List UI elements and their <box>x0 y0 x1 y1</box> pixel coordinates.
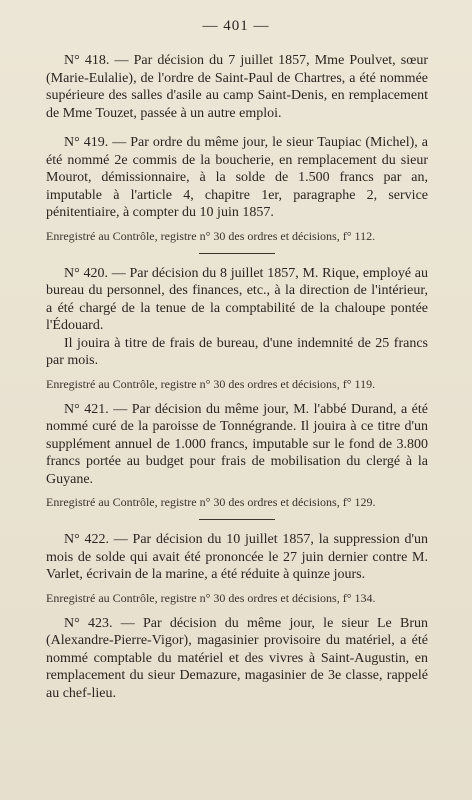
registration-note: Enregistré au Contrôle, registre n° 30 des ordres et décisions, f° 112. <box>46 228 376 243</box>
page-number: — 401 — <box>202 18 270 34</box>
entry-419 <box>46 134 428 244</box>
entry-422 <box>46 531 428 606</box>
entry-number: N° 423. <box>64 615 113 631</box>
entry-418 <box>46 52 428 122</box>
entry-text: — Par ordre du même jour, le sieur Taupiac (Michel), a été nommé 2e commis de la boucherie, en remplacement du sieur Mourot, démissionnaire, à la solde de 1.500 francs par an, imputable à l'article 4, chapitre 1er, paragraphe 2, service pénitentiaire, à compter du 10 juin 1857. <box>46 135 429 220</box>
entry-number: N° 422. <box>64 532 109 547</box>
registration-note: Enregistré au Contrôle, registre n° 30 des ordres et décisions, f° 134. <box>46 590 376 605</box>
entry-text-continued: Il jouira à titre de frais de bureau, d'une indemnité de 25 francs par mois. <box>46 335 428 368</box>
registration-note: Enregistré au Contrôle, registre n° 30 des ordres et décisions, f° 119. <box>46 376 376 391</box>
entry-423 <box>46 615 428 703</box>
entry-number: N° 421. <box>64 401 109 417</box>
registration-note: Enregistré au Contrôle, registre n° 30 des ordres et décisions, f° 129. <box>46 495 376 509</box>
entry-number: N° 419. <box>64 135 109 150</box>
entry-421 <box>46 401 428 511</box>
separator-rule <box>199 253 275 254</box>
entry-number: N° 420. <box>64 265 108 281</box>
entry-420 <box>46 265 428 392</box>
entry-text: — Par décision du même jour, M. l'abbé Durand, a été nommé curé de la paroisse de Tonnégrande. Il jouira à ce titre d'un supplément annuel de 1.000 francs, imputable sur le fond de 3.800 francs portée au budget pour frais de mobilisation du clergé à la Guyane. <box>46 401 429 487</box>
entry-text: — Par décision du 7 juillet 1857, Mme Poulvet, sœur (Marie-Eulalie), de l'ordre de Saint-Paul de Chartres, a été nommée supérieure des salles d'asile au camp Saint-Denis, en remplacement de Mme Touzet, passée à un autre emploi. <box>46 53 429 121</box>
entry-text: — Par décision du 10 juillet 1857, la suppression d'un mois de solde qui avait été prononcée le 27 juin dernier contre M. Varlet, écrivain de la marine, a été réduite à quinze jours. <box>46 532 429 582</box>
entry-number: N° 418. <box>64 53 110 68</box>
entry-text: — Par décision du même jour, le sieur Le Brun (Alexandre-Pierre-Vigor), magasinier provisoire du matériel, a été nommé comptable du matériel et des vivres à Saint-Augustin, en remplacement du sieur Demazure, magasinier de 3e classe, rappelé au chef-lieu. <box>46 615 428 701</box>
entry-text: — Par décision du 8 juillet 1857, M. Rique, employé au bureau du personnel, des finances, etc., à la direction de l'intérieur, a été chargé de la tenue de la comptabilité de la chaloupe pontée l'Édouard. <box>46 265 428 333</box>
page-body <box>46 52 428 702</box>
separator-rule <box>199 519 275 520</box>
